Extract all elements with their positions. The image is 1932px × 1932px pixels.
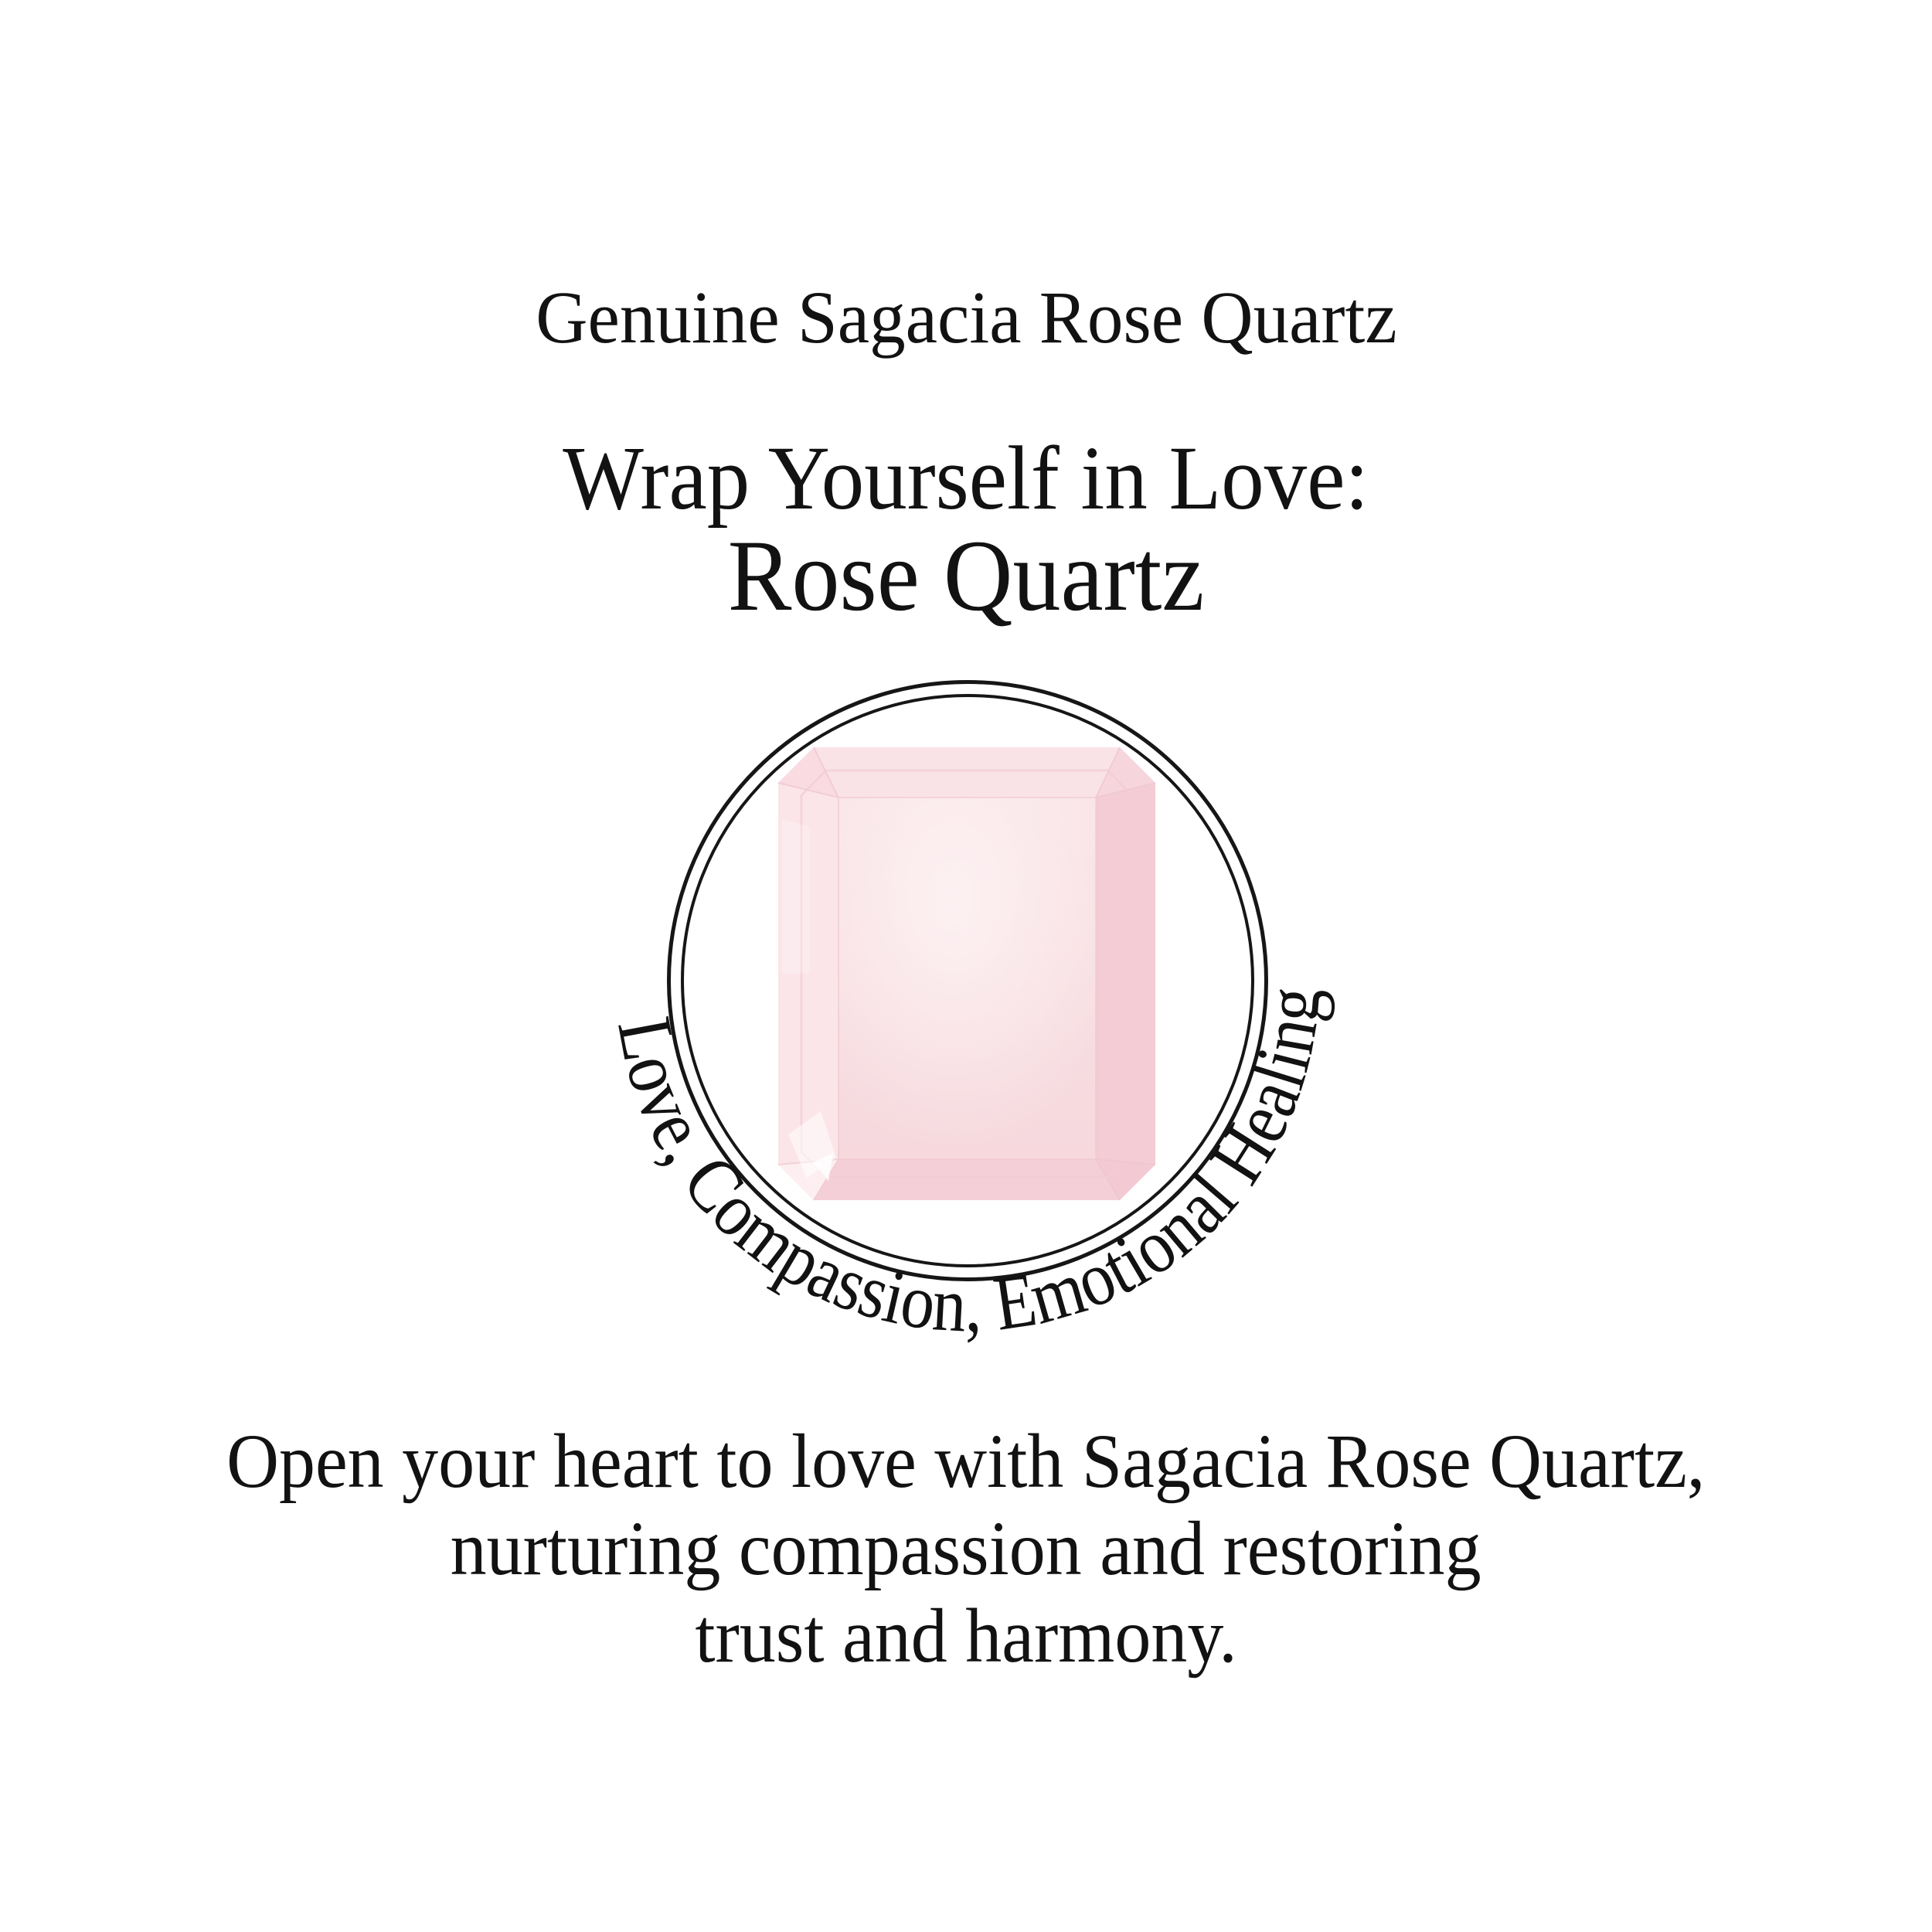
gem-band-top <box>814 747 1120 798</box>
eyebrow-text-label: Genuine Sagacia Rose Quartz <box>535 276 1397 359</box>
gem-table-glow <box>838 798 1096 1159</box>
description-block <box>0 1417 1932 1679</box>
gem-left-highlight <box>782 819 810 974</box>
page-title-line-1-label: Wrap Yourself in Love: <box>563 427 1369 529</box>
description-line: nurturing compassion and restoring <box>450 1505 1482 1591</box>
page-title-line-2-label: Rose Quartz <box>727 519 1205 632</box>
description-line: trust and harmony. <box>695 1593 1237 1679</box>
gem-band-right <box>1096 783 1155 1165</box>
curved-caption-textpath: Love, Compassion, Emotional Healing <box>601 978 1337 1349</box>
description-line: Open your heart to love with Sagacia Rose Quartz, <box>226 1418 1706 1504</box>
rose-quartz-gemstone-image <box>778 747 1155 1200</box>
gem-band-bottom <box>814 1159 1120 1200</box>
